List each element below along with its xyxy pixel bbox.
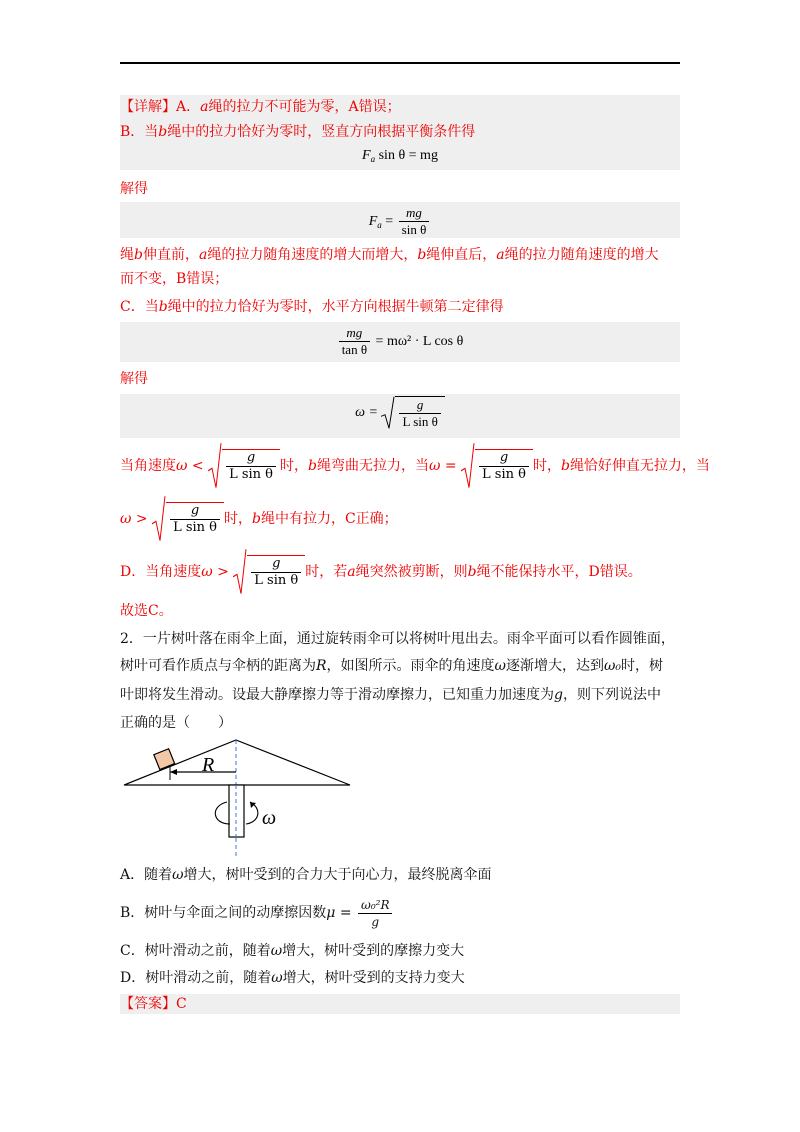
detail-line-d: D．当角速度ω > $\frac{g}{\text{L sin θ}}$ 时，若a绳突然被剪断，则b绳不能保持水平，D错误。 (120, 548, 680, 596)
detail-para-1-cont: 而不变，B错误； (120, 271, 229, 287)
detail-cond-2: ω > $\frac{g}{\text{L sin θ}}$ 时，b绳中有拉力，C正确； (120, 495, 680, 543)
formula-4: ω = $\frac{g}{\text{L sin θ}}$ (120, 396, 680, 430)
detail-line-c: C．当b绳中的拉力恰好为零时，水平方向根据牛顿第二定律得 (120, 299, 504, 315)
detail-line-a: 【详解】A．a绳的拉力不可能为零，A错误； (120, 99, 401, 115)
jiede-1: 解得 (120, 181, 148, 197)
formula-2: $F_a$ = $\frac{mg}{\text{sin θ}}$ (120, 205, 680, 238)
answer-line: 【答案】C (120, 996, 187, 1012)
detail-line-b: B．当b绳中的拉力恰好为零时，竖直方向根据平衡条件得 (120, 124, 476, 140)
q2-line-3: 叶即将发生滑动。设最大静摩擦力等于滑动摩擦力，已知重力加速度为g，则下列说法中 (120, 687, 661, 703)
formula-3: $\frac{mg}{\text{tan θ}}$ = mω² · L cos θ (120, 325, 680, 358)
option-c: C．树叶滑动之前，随着ω增大，树叶受到的摩擦力变大 (120, 943, 465, 959)
header-rule (120, 62, 680, 64)
umbrella-figure (120, 736, 360, 860)
detail-choose: 故选C。 (120, 603, 173, 619)
option-b: B．树叶与伞面之间的动摩擦因数μ = $\frac{\text{ω₀²R}}{g}$ (120, 893, 680, 933)
formula-1: $F_a$ sin θ = mg (362, 148, 438, 164)
detail-cond-1: 当角速度ω < $\frac{g}{\text{L sin θ}}$ 时，b绳弯曲无拉力，当ω = $\frac{g}{\text{L sin θ}}$ 时，b绳恰好伸直无拉力，当 (120, 442, 680, 490)
q2-line-4: 正确的是（ ） (120, 715, 232, 731)
figure-label-r: R (202, 754, 215, 776)
detail-para-1: 绳b伸直前，a绳的拉力随角速度的增大而增大，b绳伸直后，a绳的拉力随角速度的增大 (120, 247, 659, 263)
q2-line-1: 2．一片树叶落在雨伞上面，通过旋转雨伞可以将树叶甩出去。雨伞平面可以看作圆锥面， (120, 631, 675, 647)
option-d: D．树叶滑动之前，随着ω增大，树叶受到的支持力变大 (120, 970, 465, 986)
option-a: A．随着ω增大，树叶受到的合力大于向心力，最终脱离伞面 (120, 867, 492, 883)
q2-line-2: 树叶可看作质点与伞柄的距离为R，如图所示。雨伞的角速度ω逐渐增大，达到ω₀时，树 (120, 658, 663, 674)
jiede-2: 解得 (120, 371, 148, 387)
figure-label-omega: ω (262, 807, 277, 829)
